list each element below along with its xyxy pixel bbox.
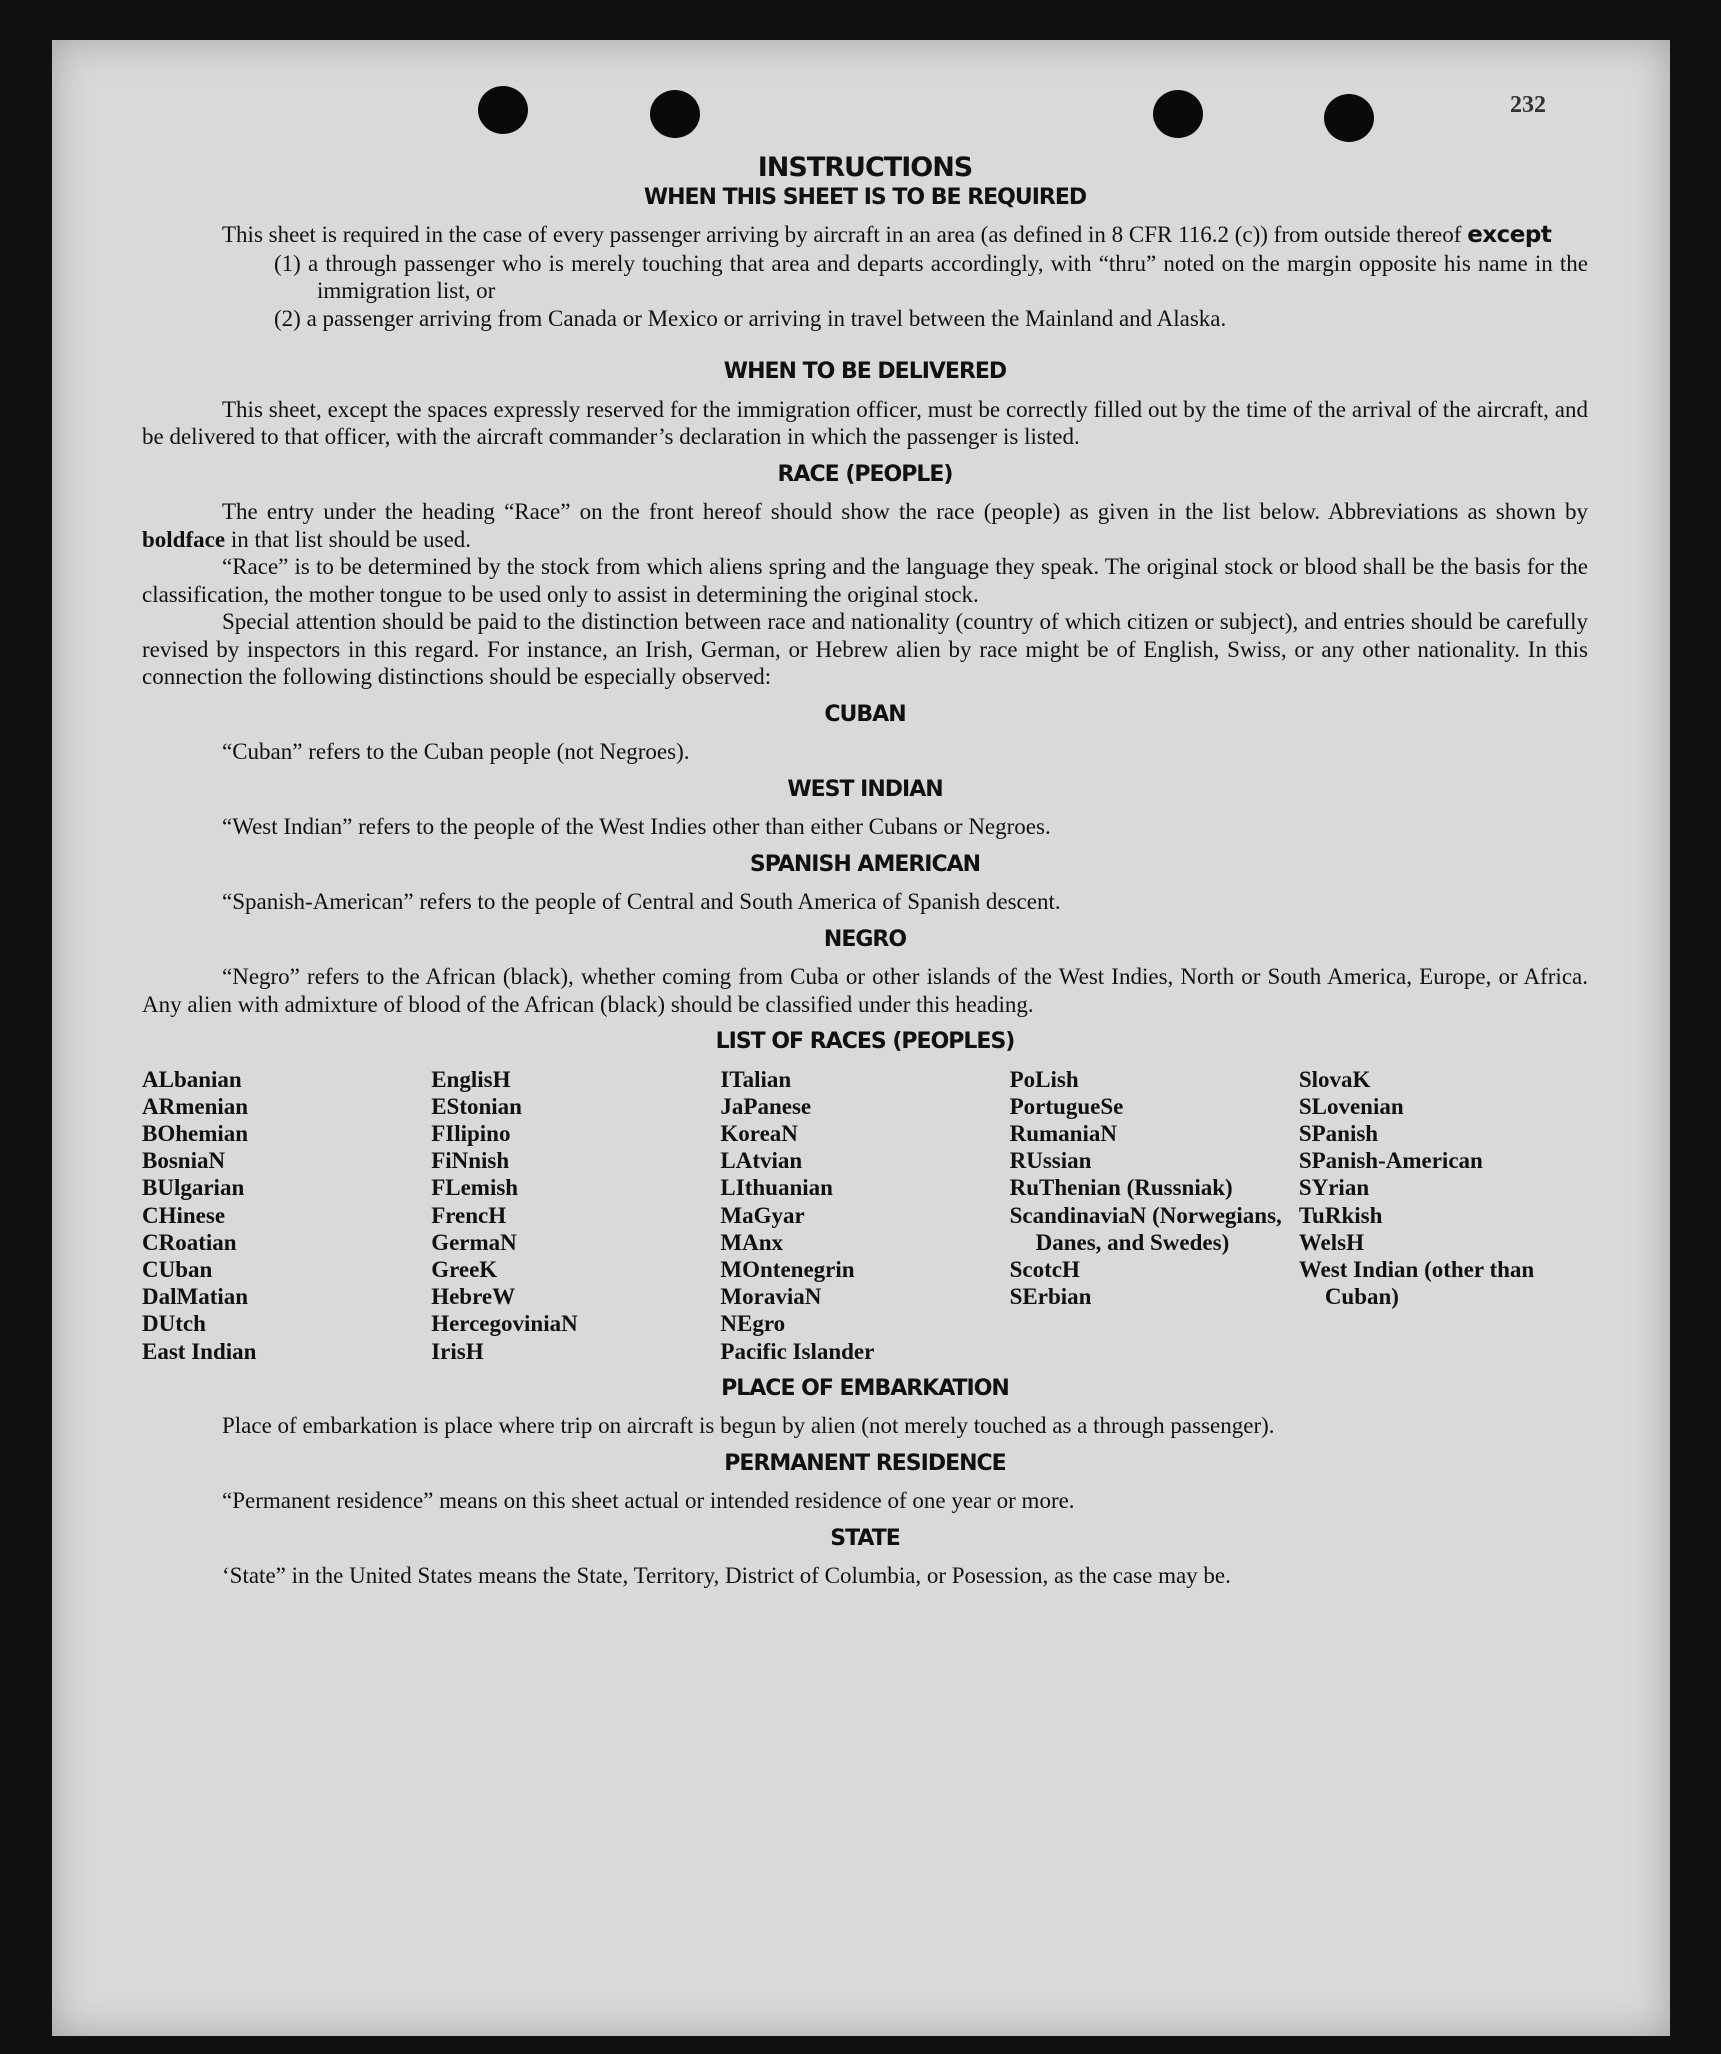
race-entry: MaGyar [720, 1202, 805, 1228]
when-required-item: (1) a through passenger who is merely touching that area and departs accordingly, with “thru” noted on the margin opposite his name in the immigration list, or [274, 250, 1588, 303]
race-paragraph-3: Special attention should be paid to the distinction between race and nationality (country of which citizen or subject), and entries should be carefully revised by inspectors in this regard. For instance, an Irish, German, or Hebrew alien by race might be of English, Swiss, or any other nationality. In this connection the following distinctions should be especially observed: [142, 609, 1588, 689]
races-column [431, 1066, 720, 1365]
instructions-content [142, 150, 1588, 1590]
race-entry: RumaniaN [1009, 1120, 1117, 1146]
race-entry: Pacific Islander [720, 1338, 875, 1364]
race-entry: NEgro [720, 1311, 786, 1337]
race-entry: IrisH [431, 1338, 484, 1364]
races-column [1299, 1066, 1588, 1365]
race-entry: PortugueSe [1009, 1093, 1124, 1119]
races-column [720, 1066, 1009, 1365]
race-entry: HercegoviniaN [431, 1311, 578, 1337]
permanent-residence-text: “Permanent residence” means on this sheet actual or intended residence of one year or more. [222, 1488, 1075, 1514]
heading-cuban: CUBAN [824, 701, 906, 727]
race-entry: EStonian [431, 1093, 522, 1119]
race-entry: FiNnish [431, 1148, 510, 1174]
race-entry: MOntenegrin [720, 1256, 855, 1282]
punch-hole [1153, 90, 1203, 138]
race-entry: SYrian [1298, 1175, 1370, 1201]
state-text: ‘State” in the United States means the State, Territory, District of Columbia, or Posession, as the case may be. [222, 1563, 1231, 1589]
race-entry: East Indian [142, 1338, 257, 1364]
race-entry: SErbian [1009, 1284, 1092, 1310]
race-paragraph-2: “Race” is to be determined by the stock from which aliens spring and the language they speak. The original stock or blood shall be the basis for the classification, the mother tongue to be used only to assist in determining the original stock. [142, 554, 1588, 607]
race-entry: GermaN [431, 1229, 517, 1255]
race-entry: BOhemian [142, 1120, 249, 1146]
heading-race: RACE (PEOPLE) [777, 461, 953, 487]
race-entry: ITalian [720, 1066, 792, 1092]
race-paragraph-1: The entry under the heading “Race” on the front hereof should show the race (people) as given in the list below. Abbreviations as shown by boldface in that list should be used. [142, 499, 1588, 552]
heading-state: STATE [830, 1525, 900, 1551]
race-entry: RUssian [1009, 1148, 1092, 1174]
race-entry: SPanish-American [1298, 1148, 1483, 1174]
heading-list-of-races: LIST OF RACES (PEOPLES) [715, 1029, 1015, 1054]
race-entry: RuThenian (Russniak) [1009, 1175, 1233, 1201]
race-entry: CHinese [142, 1202, 226, 1228]
race-entry: JaPanese [720, 1093, 812, 1119]
embarkation-text: Place of embarkation is place where trip on aircraft is begun by alien (not merely touched as a through passenger). [222, 1413, 1275, 1439]
race-entry: CRoatian [142, 1229, 237, 1255]
race-entry: BosniaN [142, 1148, 226, 1174]
race-entry: KoreaN [720, 1120, 798, 1146]
race-entry: FIlipino [431, 1120, 511, 1146]
race-entry: DUtch [142, 1311, 206, 1337]
race-entry: EnglisH [431, 1066, 511, 1092]
punch-hole [650, 90, 700, 138]
race-entry: ALbanian [142, 1066, 242, 1092]
race-entry: MoraviaN [720, 1284, 822, 1310]
punch-hole [478, 86, 528, 134]
race-entry: ScotcH [1009, 1256, 1080, 1282]
when-delivered-text: This sheet, except the spaces expressly reserved for the immigration officer, must be correctly filled out by the time of the arrival of the aircraft, and be delivered to that officer, with the aircraft commander’s declaration in which the passenger is listed. [142, 396, 1588, 449]
race-entry: ARmenian [142, 1093, 249, 1119]
race-entry: PoLish [1009, 1066, 1079, 1092]
heading-negro: NEGRO [823, 926, 907, 952]
race-entry: TuRkish [1298, 1202, 1383, 1228]
races-column [142, 1066, 431, 1365]
negro-text: “Negro” refers to the African (black), whether coming from Cuba or other islands of the West Indies, North or South America, Europe, or Africa. Any alien with admixture of blood of the African (black) should be classified under this heading. [142, 964, 1588, 1017]
spanish-american-text: “Spanish-American” refers to the people of Central and South America of Spanish descent. [222, 889, 1061, 914]
heading-permanent-residence: PERMANENT RESIDENCE [724, 1450, 1006, 1476]
race-entry: BUlgarian [142, 1175, 245, 1201]
race-entry: FrencH [431, 1202, 507, 1228]
west-indian-text: “West Indian” refers to the people of the West Indies other than either Cubans or Negroes. [222, 814, 1051, 839]
heading-embarkation: PLACE OF EMBARKATION [721, 1375, 1009, 1401]
page-title: INSTRUCTIONS [757, 152, 973, 183]
document-sheet [52, 40, 1670, 2036]
race-entry: HebreW [431, 1284, 516, 1310]
heading-when-required: WHEN THIS SHEET IS TO BE REQUIRED [643, 184, 1087, 210]
race-entry: ScandinaviaN (Norwegians, Danes, and Swedes) [1009, 1202, 1282, 1255]
race-entry: WelsH [1298, 1229, 1364, 1255]
when-required-intro: This sheet is required in the case of every passenger arriving by aircraft in an area (as defined in 8 CFR 116.2 (c)) from outside thereof except [222, 222, 1552, 248]
race-entry: SlovaK [1298, 1066, 1371, 1092]
race-entry: West Indian (other than Cuban) [1298, 1256, 1535, 1310]
race-entry: CUban [142, 1256, 213, 1282]
heading-when-delivered: WHEN TO BE DELIVERED [723, 359, 1007, 384]
heading-west-indian: WEST INDIAN [787, 776, 943, 802]
race-entry: SLovenian [1298, 1093, 1404, 1119]
race-entry: LIthuanian [720, 1175, 833, 1201]
race-entry: LAtvian [720, 1148, 803, 1174]
race-entry: SPanish [1298, 1120, 1379, 1146]
punch-hole [1324, 94, 1374, 142]
page-stamp-number: 232 [1510, 92, 1546, 118]
race-entry: MAnx [720, 1229, 784, 1255]
races-table [142, 1066, 1588, 1365]
races-column [1010, 1066, 1299, 1365]
race-entry: FLemish [431, 1175, 519, 1201]
cuban-text: “Cuban” refers to the Cuban people (not Negroes). [222, 739, 690, 764]
race-entry: DalMatian [142, 1284, 249, 1310]
race-entry: GreeK [431, 1256, 498, 1282]
when-required-item: (2) a passenger arriving from Canada or Mexico or arriving in travel between the Mainland and Alaska. [274, 305, 1227, 331]
heading-spanish-american: SPANISH AMERICAN [749, 851, 981, 877]
